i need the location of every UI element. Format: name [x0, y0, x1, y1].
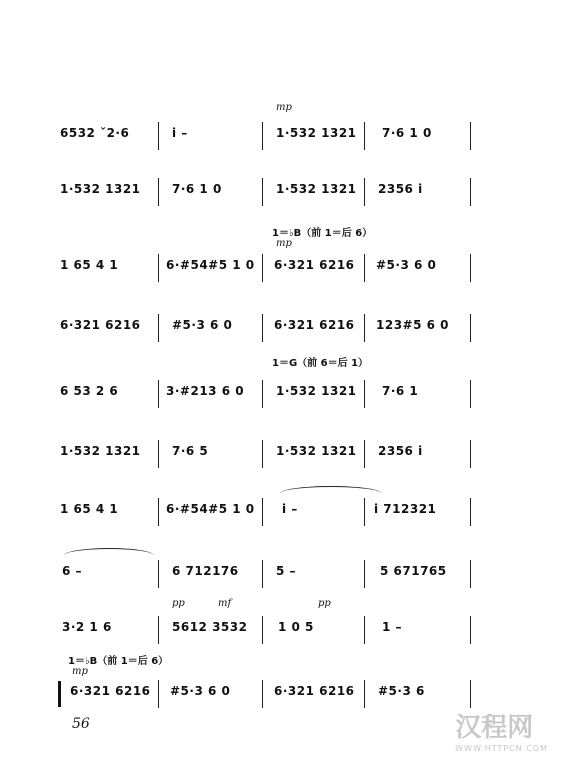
measure: 6·321 6216	[274, 258, 355, 272]
measure: 7·6 5	[172, 444, 209, 458]
measure: 123#5 6 0	[376, 318, 450, 332]
barline	[158, 178, 159, 206]
barline	[158, 314, 159, 342]
staff-row-8	[0, 556, 566, 596]
measure: 7·6 1	[382, 384, 419, 398]
staff-row-3	[0, 228, 566, 290]
measure: 7·6 1 0	[382, 126, 432, 140]
measure: 6·321 6216	[60, 318, 141, 332]
barline	[364, 560, 365, 588]
barline	[262, 254, 263, 282]
watermark-logo	[455, 707, 548, 753]
measure: i 712321	[374, 502, 437, 516]
measure: 1 0 5	[278, 620, 314, 634]
measure: 6·321 6216	[70, 684, 151, 698]
page-number: 56	[72, 716, 90, 732]
barline	[470, 498, 471, 526]
barline	[470, 122, 471, 150]
measure: 6·321 6216	[274, 684, 355, 698]
dynamic-mark: mp	[276, 102, 292, 113]
barline	[158, 380, 159, 408]
measure: 6532 ˇ2·6	[60, 126, 130, 140]
barline	[364, 680, 365, 708]
dynamic-mark: mp	[276, 238, 292, 249]
staff-row-6	[0, 436, 566, 476]
measure: 1 65 4 1	[60, 258, 119, 272]
barline	[262, 560, 263, 588]
repeat-barline	[58, 681, 64, 707]
measure: 6 –	[62, 564, 83, 578]
staff-row-1	[0, 102, 566, 158]
measure: #5·3 6	[378, 684, 425, 698]
slur	[280, 486, 382, 501]
measure: #5·3 6 0	[376, 258, 437, 272]
staff-row-5	[0, 358, 566, 416]
barline	[470, 380, 471, 408]
measure: 6·321 6216	[274, 318, 355, 332]
key-signature: 1＝♭B（前 1＝后 6）	[68, 656, 169, 667]
barline	[158, 616, 159, 644]
barline	[364, 122, 365, 150]
dynamic-mark: mp	[72, 666, 88, 677]
barline	[470, 254, 471, 282]
barline	[470, 560, 471, 588]
measure: #5·3 6 0	[170, 684, 231, 698]
measure: i –	[172, 126, 188, 140]
measure: 1·532 1321	[276, 384, 357, 398]
barline	[262, 440, 263, 468]
key-signature: 1＝♭B（前 1＝后 6）	[272, 228, 373, 239]
measure: 1 –	[382, 620, 403, 634]
barline	[470, 178, 471, 206]
staff-row-7	[0, 494, 566, 534]
key-signature: 1＝G（前 6＝后 1）	[272, 358, 369, 369]
measure: 5 –	[276, 564, 297, 578]
barline	[158, 680, 159, 708]
measure: 6·#54#5 1 0	[166, 258, 255, 272]
barline	[262, 178, 263, 206]
measure: 5 671765	[380, 564, 447, 578]
barline	[364, 616, 365, 644]
staff-row-2	[0, 174, 566, 214]
watermark-url: WWW.HTTPCN.COM	[455, 744, 548, 753]
measure: #5·3 6 0	[172, 318, 233, 332]
barline	[364, 380, 365, 408]
barline	[364, 178, 365, 206]
barline	[158, 498, 159, 526]
barline	[262, 498, 263, 526]
measure: 7·6 1 0	[172, 182, 222, 196]
staff-row-4	[0, 310, 566, 350]
barline	[262, 616, 263, 644]
dynamic-mark: pp	[172, 598, 185, 609]
dynamic-mark: pp	[318, 598, 331, 609]
measure: 5612 3532	[172, 620, 248, 634]
measure: 3·2 1 6	[62, 620, 112, 634]
barline	[364, 440, 365, 468]
dynamic-mark: mf	[218, 598, 232, 609]
measure: 3·#213 6 0	[166, 384, 245, 398]
measure: 1·532 1321	[276, 126, 357, 140]
barline	[262, 314, 263, 342]
barline	[158, 254, 159, 282]
barline	[470, 440, 471, 468]
barline	[364, 498, 365, 526]
barline	[158, 560, 159, 588]
measure: 2356 i	[378, 182, 423, 196]
barline	[158, 440, 159, 468]
slur	[64, 548, 154, 563]
watermark-text: 汉程网	[455, 713, 534, 743]
barline	[158, 122, 159, 150]
barline	[470, 314, 471, 342]
measure: 1·532 1321	[276, 444, 357, 458]
measure: 6 712176	[172, 564, 239, 578]
measure: 1·532 1321	[60, 182, 141, 196]
measure: 6·#54#5 1 0	[166, 502, 255, 516]
measure: 1 65 4 1	[60, 502, 119, 516]
barline	[262, 380, 263, 408]
barline	[262, 680, 263, 708]
measure: 2356 i	[378, 444, 423, 458]
measure: 1·532 1321	[60, 444, 141, 458]
measure: 1·532 1321	[276, 182, 357, 196]
barline	[470, 680, 471, 708]
staff-row-9	[0, 598, 566, 652]
barline	[364, 254, 365, 282]
measure: i –	[282, 502, 298, 516]
measure: 6 53 2 6	[60, 384, 119, 398]
barline	[262, 122, 263, 150]
barline	[364, 314, 365, 342]
barline	[470, 616, 471, 644]
